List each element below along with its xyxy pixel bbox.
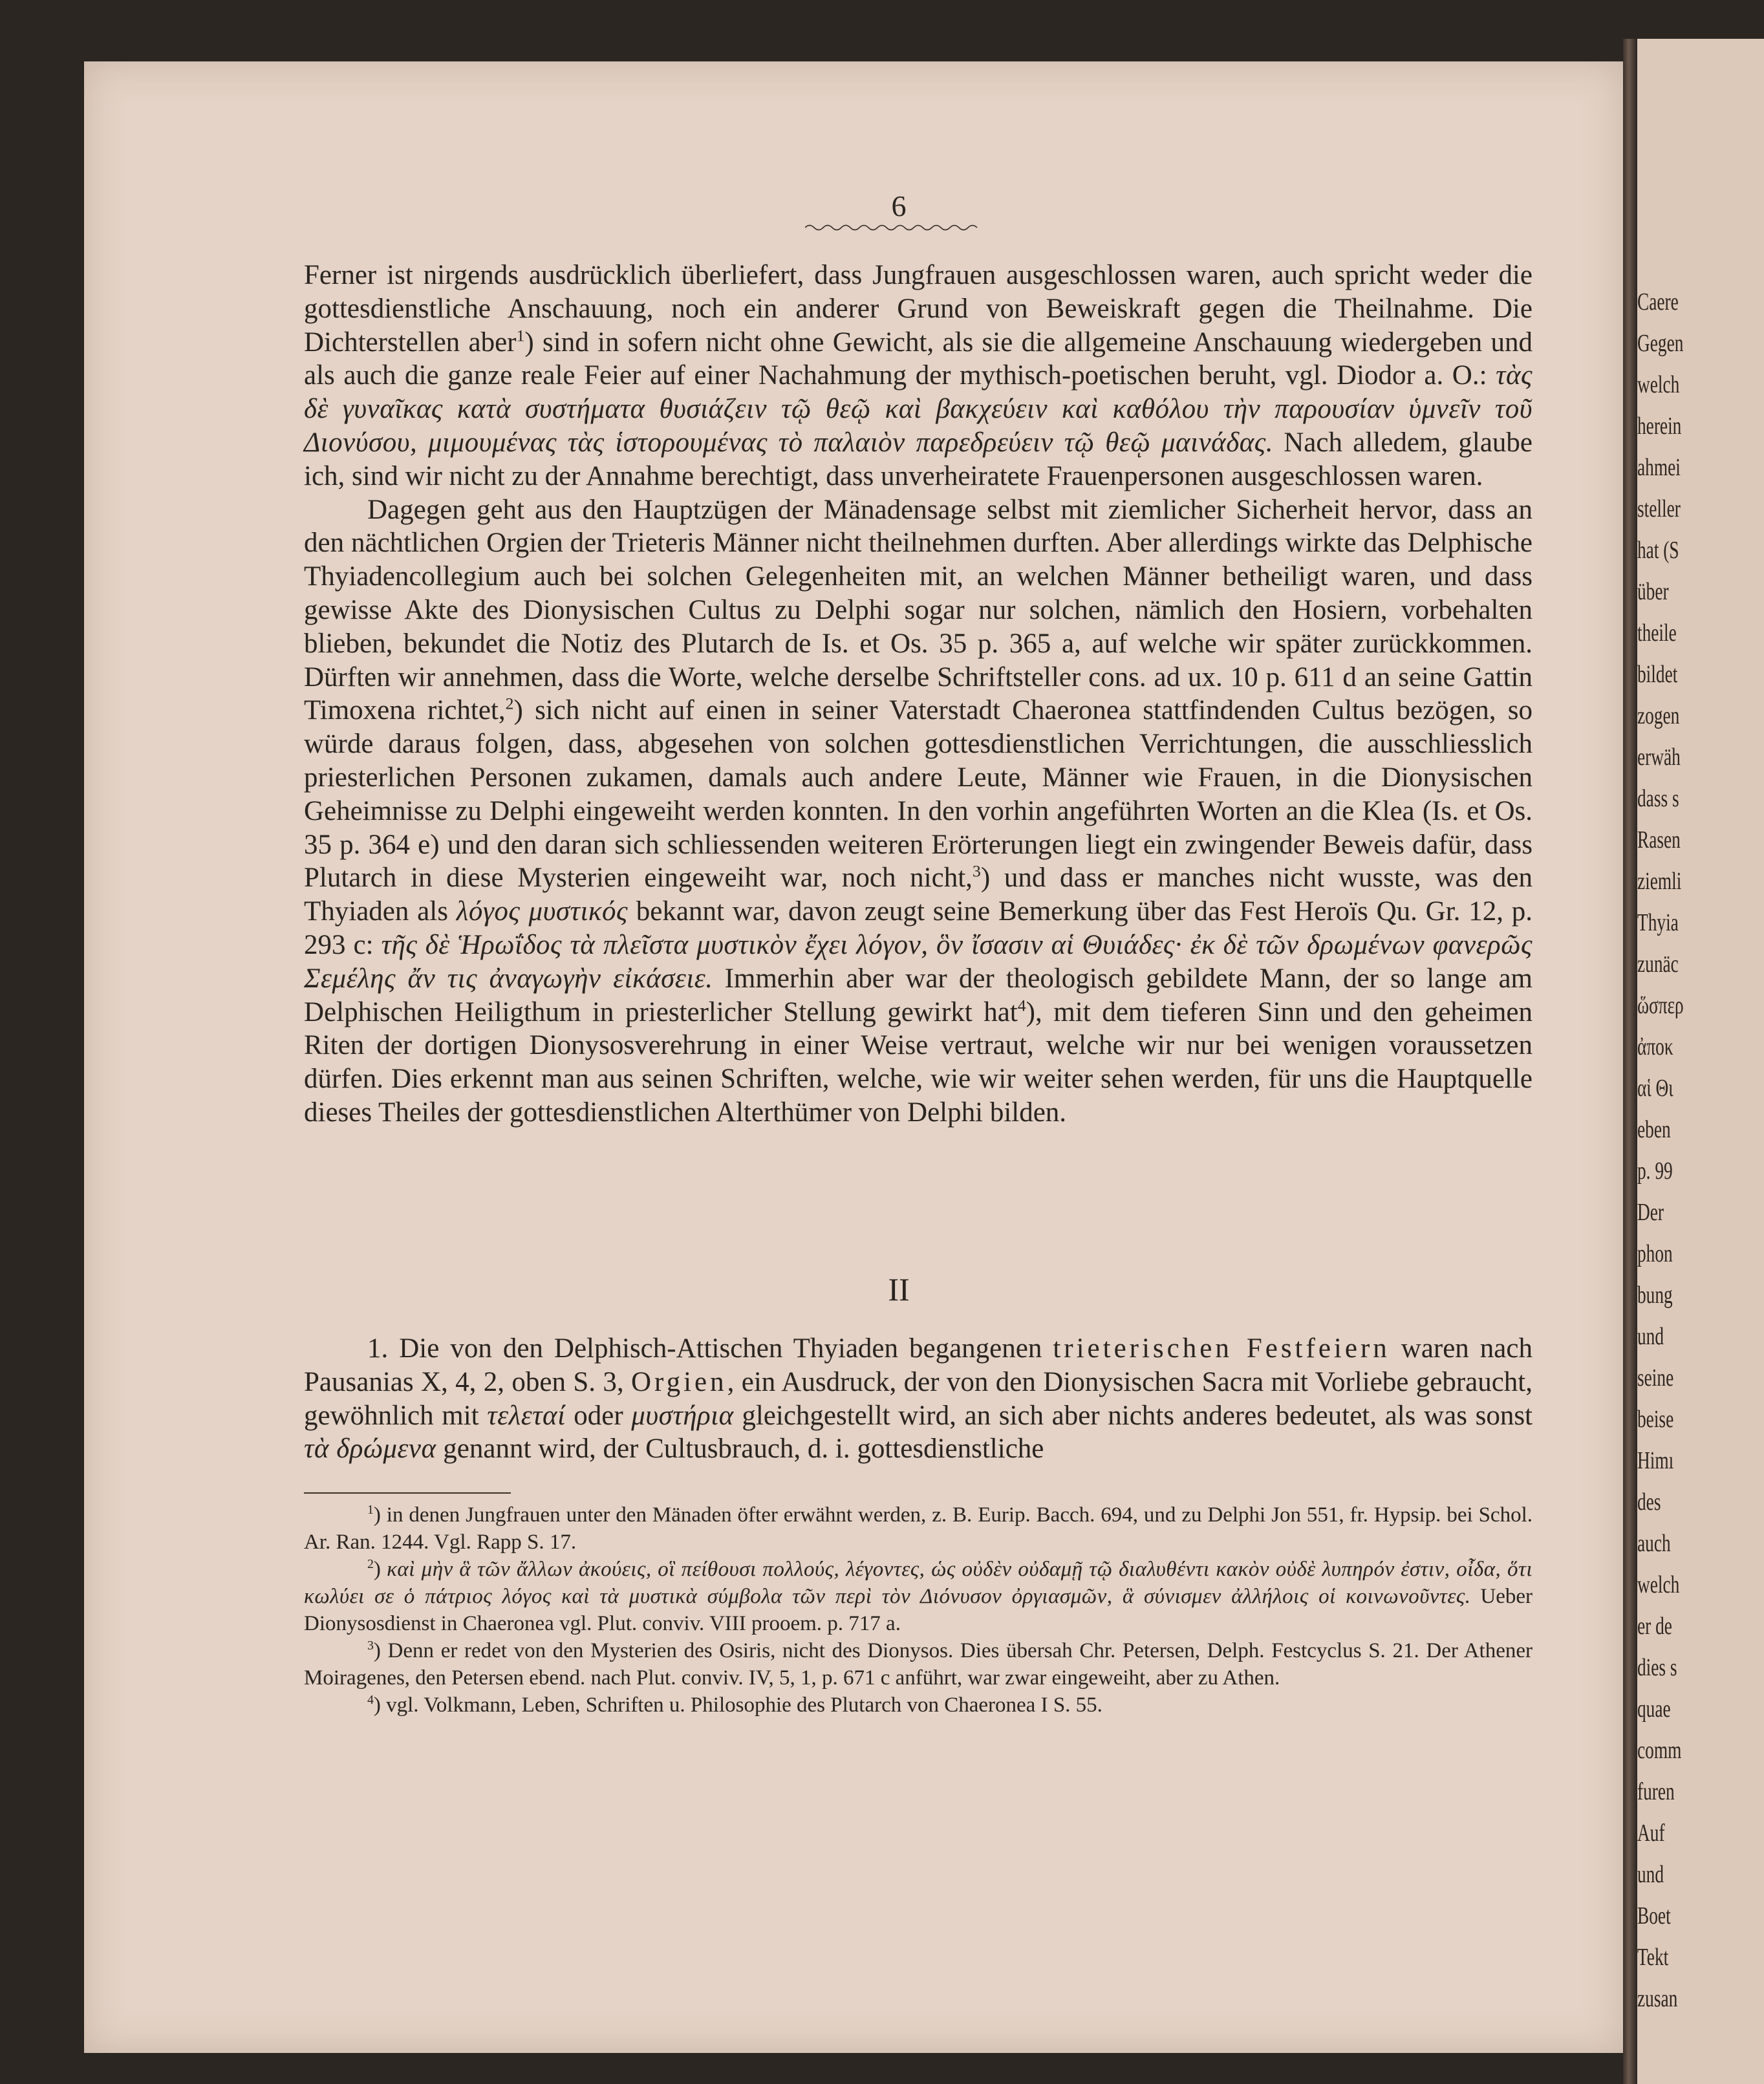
adjacent-page-fragment: ahmei xyxy=(1637,454,1681,481)
adjacent-page-fragment: αἱ Θι xyxy=(1637,1075,1673,1102)
greek-quotation: καὶ μὴν ἃ τῶν ἄλλων ἀκούεις, οἳ πείθουσι πολλούς, λέγοντες, ὡς οὐδὲν οὐδαμῇ τῷ διαλυθέντι κακὸν οὐδὲ λυπηρόν ἐστιν, οἶδα, ὅτι κωλύει σε ὁ πάτριος λόγος καὶ τὰ μυστικὰ σύμβολα τῶν περὶ τὸν Διόνυσον ὀργιασμῶν, ἃ σύνισμεν ἀλλήλοις οἱ κοινωνοῦντες. xyxy=(304,1558,1533,1608)
greek-quotation: τῆς δὲ Ἡρωΐδος τὰ πλεῖστα μυστικὸν ἔχει λόγον, ὃν ἴσασιν αἱ Θυιάδες· ἐκ δὲ τῶν δρωμένων φανερῶς Σεμέλης ἄν τις ἀναγωγὴν εἰκάσειε. xyxy=(304,929,1533,994)
text-run: 1. Die von den Delphisch-Attischen Thyiaden begangenen xyxy=(367,1333,1053,1364)
paragraph xyxy=(304,493,1533,1130)
adjacent-page-fragment: Rasen xyxy=(1637,826,1681,854)
adjacent-page-fragment: zusan xyxy=(1637,1985,1678,2012)
footnotes xyxy=(304,1501,1533,1719)
spaced-emphasis: Orgien xyxy=(631,1366,727,1397)
adjacent-page-fragment: phon xyxy=(1637,1240,1673,1267)
paragraph xyxy=(304,1332,1533,1466)
adjacent-page-fragment: Auf xyxy=(1637,1820,1665,1847)
adjacent-page-fragment: ὥσπερ xyxy=(1637,992,1684,1019)
footnote-marker: 1 xyxy=(516,326,525,345)
text-run: ) Denn er redet von den Mysterien des Osiris, nicht des Dionysos. Dies übersah Chr. Petersen, Delph. Festcyclus S. 21. Der Athener Moiragenes, den Petersen ebend. nach Plut. conviv. IV, 5, 1, p. 671 c anführt, war zwar eingeweiht, aber zu Athen. xyxy=(304,1639,1533,1690)
text-run: bekannt war, davon zeugt seine Bemerkung über das Fest Heroïs Qu. Gr. 12, p. 293 c: xyxy=(304,896,1533,960)
greek-quotation: τὰ δρώμενα xyxy=(304,1434,436,1465)
adjacent-page-fragment: über xyxy=(1637,578,1669,605)
adjacent-page-fragment: furen xyxy=(1637,1778,1675,1805)
adjacent-page-fragment: Boet xyxy=(1637,1902,1671,1929)
text-run: Ueber Dionysosdienst in Chaeronea vgl. Plut. conviv. VIII prooem. p. 717 a. xyxy=(304,1585,1533,1635)
text-run: oder xyxy=(565,1400,632,1431)
footnote xyxy=(304,1556,1533,1637)
text-run: ) sich nicht auf einen in seiner Vaterstadt Chaeronea stattfindenden Cultus bezögen, so würde daraus folgen, dass, abgesehen von solchen gottesdienstlichen Verrichtungen, die ausschliesslich priesterlichen Personen zukamen, damals auch andere Leute, Männer wie Frauen, in die Dionysischen Geheimnisse zu Delphi eingeweiht werden konnten. In den vorhin angeführten Worten an die Klea (Is. et Os. 35 p. 364 e) und den daran sich schliessenden weiteren Erörterungen liegt ein zwingender Beweis dafür, dass Plutarch in diese Mysterien eingeweiht war, noch nicht, xyxy=(304,695,1533,894)
adjacent-page-fragment: theile xyxy=(1637,619,1677,647)
footnote xyxy=(304,1637,1533,1692)
adjacent-page-fragment: p. 99 xyxy=(1637,1157,1673,1185)
ornamental-wavy-rule xyxy=(805,223,980,232)
section-text xyxy=(304,1332,1533,1466)
adjacent-page-fragment: welch xyxy=(1637,371,1680,398)
adjacent-page-fragment: zogen xyxy=(1637,702,1680,729)
adjacent-page-fragment: bung xyxy=(1637,1282,1673,1309)
adjacent-page-fragment: seine xyxy=(1637,1364,1674,1391)
greek-quotation: τελεταί xyxy=(487,1400,566,1431)
footnote-marker: 3 xyxy=(367,1638,374,1653)
adjacent-page-fragment: er de xyxy=(1637,1613,1672,1640)
adjacent-page-fragment: herein xyxy=(1637,413,1682,440)
footnote-marker: 3 xyxy=(972,862,981,881)
text-run: ) sind in sofern nicht ohne Gewicht, als sie die allgemeine Anschauung wiedergeben und als auch die ganze reale Feier auf einer Nachahmung der mythisch-poetischen beruht, vgl. Diodor a. O.: xyxy=(304,327,1533,391)
section-heading: II xyxy=(888,1271,910,1307)
text-run: genannt wird, der Cultusbrauch, d. i. gottesdienstliche xyxy=(436,1434,1044,1465)
footnote-marker: 1 xyxy=(367,1503,374,1517)
text-run: Ferner ist nirgends ausdrücklich überliefert, dass Jungfrauen ausgeschlossen waren, auch spricht weder die gottesdienstliche Anschauung, noch ein anderer Grund von Beweiskraft gegen die Theilnahme. Die Dichterstellen aber xyxy=(304,260,1533,358)
adjacent-page-fragment: comm xyxy=(1637,1737,1682,1764)
greek-quotation: μυστήρια xyxy=(631,1400,734,1431)
adjacent-page-edge xyxy=(1637,39,1764,2084)
adjacent-page-fragment: dies s xyxy=(1637,1654,1677,1681)
adjacent-page-fragment: dass s xyxy=(1637,785,1679,812)
footnote xyxy=(304,1501,1533,1556)
greek-quotation: λόγος μυστικός xyxy=(456,896,629,927)
adjacent-page-fragment: eben xyxy=(1637,1116,1671,1143)
footnote-rule xyxy=(304,1492,511,1494)
text-run: ) xyxy=(373,1558,387,1581)
footnote-marker: 2 xyxy=(505,694,514,714)
adjacent-page-fragment: und xyxy=(1637,1323,1664,1350)
text-run: ) vgl. Volkmann, Leben, Schriften u. Philosophie des Plutarch von Chaeronea I S. 55. xyxy=(373,1693,1102,1717)
adjacent-page-fragment: zunäc xyxy=(1637,951,1679,978)
adjacent-page-fragment: Der xyxy=(1637,1199,1664,1226)
adjacent-page-fragment: und xyxy=(1637,1861,1664,1888)
text-run: Dagegen geht aus den Hauptzügen der Mänadensage selbst mit ziemlicher Sicherheit hervor, dass an den nächtlichen Orgien der Trieteris Männer nicht theilnehmen durften. Aber allerdings wirkte das Delphische Thyiadencollegium auch bei solchen Gelegenheiten mit, an welchen Männer betheiligt waren, und dass gewisse Akte des Dionysischen Cultus zu Delphi sogar nur solchen, nämlich den Hosiern, vorbehalten blieben, bekundet die Notiz des Plutarch de Is. et Os. 35 p. 365 a, auf welche wir später zurückkommen. Dürften wir annehmen, dass die Worte, welche derselbe Schriftsteller cons. ad ux. 10 p. 611 d an seine Gattin Timoxena richtet, xyxy=(304,494,1533,726)
text-run: waren nach Pausanias X, 4, 2, oben S. 3, xyxy=(304,1333,1533,1397)
footnote xyxy=(304,1692,1533,1719)
adjacent-page-fragment: steller xyxy=(1637,495,1681,522)
adjacent-page-fragment: Himı xyxy=(1637,1447,1674,1474)
footnote-marker: 2 xyxy=(367,1557,374,1571)
text-run: ) und dass er manches nicht wusste, was den Thyiaden als xyxy=(304,863,1533,927)
footnote-marker: 4 xyxy=(1017,996,1026,1015)
main-text xyxy=(304,259,1533,1130)
adjacent-page-fragment: Thyia xyxy=(1637,909,1679,936)
adjacent-page-fragment: welch xyxy=(1637,1571,1680,1598)
adjacent-page-fragment: auch xyxy=(1637,1530,1671,1557)
adjacent-page-fragment: Tekt xyxy=(1637,1944,1669,1971)
spaced-emphasis: trieterischen Festfeiern xyxy=(1053,1333,1390,1364)
adjacent-page-fragment: ziemli xyxy=(1637,868,1682,895)
text-run: Nach alledem, glaube ich, sind wir nicht zu der Annahme berechtigt, dass unverheiratete Frauenpersonen ausgeschlossen waren. xyxy=(304,427,1533,491)
adjacent-page-fragment: Caere xyxy=(1637,288,1679,316)
adjacent-page-fragment: Gegen xyxy=(1637,330,1684,357)
greek-quotation: τὰς δὲ γυναῖκας κατὰ συστήματα θυσιάζειν τῷ θεῷ καὶ βακχεύειν καὶ καθόλου τὴν παρουσίαν ὑμνεῖν τοῦ Διονύσου, μιμουμένας τὰς ἱστορουμένας τὸ παλαιὸν παρεδρεύειν τῷ θεῷ μαινάδας. xyxy=(304,360,1533,458)
adjacent-page-fragment: ἀποκ xyxy=(1637,1033,1673,1060)
book-gutter xyxy=(1623,39,1637,2084)
text-run: ) in denen Jungfrauen unter den Mänaden öfter erwähnt werden, z. B. Eurip. Bacch. 694, und zu Delphi Jon 551, fr. Hypsip. bei Schol. Ar. Ran. 1244. Vgl. Rapp S. 17. xyxy=(304,1503,1533,1554)
adjacent-page-fragment: erwäh xyxy=(1637,744,1681,771)
adjacent-page-fragment: quae xyxy=(1637,1695,1671,1723)
adjacent-page-fragment: bildet xyxy=(1637,661,1678,688)
adjacent-page-fragment: des xyxy=(1637,1488,1661,1516)
text-run: ), mit dem tieferen Sinn und den geheimen Riten der dortigen Dionysosverehrung in einer Weise vertraut, welche wir nur bei wenigen voraussetzen dürfen. Dies erkennt man aus seinen Schriften, welche, wie wir weiter sehen werden, für uns die Hauptquelle dieses Theiles der gottesdienstlichen Alterthümer von Delphi bilden. xyxy=(304,996,1533,1128)
adjacent-page-fragment: beise xyxy=(1637,1406,1674,1433)
page-number: 6 xyxy=(891,189,907,222)
paragraph xyxy=(304,259,1533,493)
adjacent-page-fragment: hat (S xyxy=(1637,537,1679,564)
text-run: gleichgestellt wird, an sich aber nichts anderes bedeutet, als was sonst xyxy=(733,1400,1533,1431)
footnote-marker: 4 xyxy=(367,1693,374,1707)
text-run: Immerhin aber war der theologisch gebildete Mann, der so lange am Delphischen Heiligthum in priesterlicher Stellung gewirkt hat xyxy=(304,963,1533,1027)
text-run: , ein Ausdruck, der von den Dionysischen Sacra mit Vorliebe gebraucht, gewöhnlich mit xyxy=(304,1366,1533,1431)
